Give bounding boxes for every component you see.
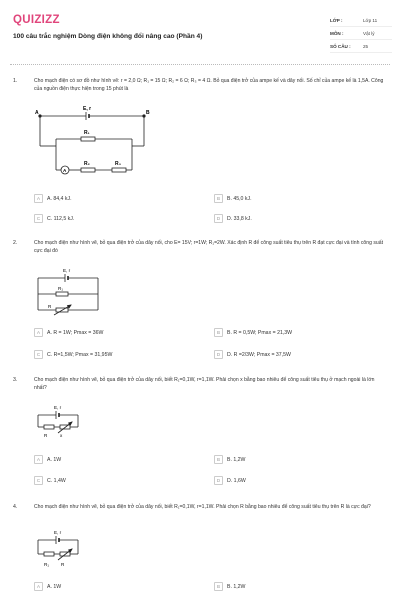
option-text: A. 1W [47, 583, 62, 590]
meta-label: LỚP : [330, 17, 343, 23]
option-letter: B [214, 194, 223, 203]
option-letter: D [214, 350, 223, 359]
question-text: Cho mạch điện như hình vẽ, bỏ qua điện trở của dây nối, cho E= 15V; r=1W; R₁=2W. Xác định R để công suất tiêu thụ trên R đạt cực đại và tính công suất cực đại đó [34, 240, 383, 254]
label-r1: R₁ [44, 562, 49, 567]
option-letter: D [214, 476, 223, 485]
option-letter: B [214, 455, 223, 464]
option-letter: A [34, 582, 43, 591]
option-letter: A [34, 328, 43, 337]
option-letter: C [34, 476, 43, 485]
option-text: B. 45,0 kJ. [227, 195, 252, 202]
option-text: B. 1,2W [227, 456, 246, 463]
option-b[interactable] [214, 194, 252, 203]
circuit-diagram-3 [34, 403, 84, 443]
option-text: C. 1,4W [47, 477, 66, 484]
label-r: R [44, 433, 48, 438]
option-d[interactable] [214, 350, 291, 359]
option-d[interactable] [214, 476, 246, 485]
option-letter: B [214, 582, 223, 591]
label-r1: R₁ [84, 130, 90, 136]
meta-table [330, 14, 392, 53]
option-a[interactable] [34, 582, 61, 591]
option-b[interactable] [214, 328, 292, 337]
meta-row-count [330, 40, 392, 53]
meta-value: 25 [363, 43, 369, 49]
question-number: 1. [13, 78, 18, 84]
option-text: C. 112,5 kJ. [47, 215, 75, 222]
label-source: E, r [54, 530, 62, 535]
label-source: E, r [54, 405, 62, 410]
label-node-a: A [35, 110, 39, 116]
label-source: E, r [63, 268, 71, 273]
option-text: B. 1,2W [227, 583, 246, 590]
label-r1: R₁ [58, 286, 63, 291]
label-x: x [60, 433, 63, 438]
option-d[interactable] [214, 214, 252, 223]
ammeter-icon: A [63, 168, 67, 173]
option-c[interactable] [34, 476, 66, 485]
label-r: R [61, 562, 65, 567]
header-divider [10, 64, 390, 65]
option-text: A. 1W [47, 456, 62, 463]
meta-value: Vật lý [363, 30, 375, 36]
meta-row-class [330, 14, 392, 27]
label-r3: R₃ [115, 161, 121, 167]
question-text: Cho mạch điện như hình vẽ, bỏ qua điện trở của dây nối, biết R₁=0,1W, r=1,1W. Phải chọn R bằng bao nhiêu để công suất tiêu thụ trên R là cực đại? [34, 504, 371, 510]
option-text: D. 33,8 kJ. [227, 215, 252, 222]
meta-row-subject [330, 27, 392, 40]
label-source: E, r [83, 106, 92, 112]
meta-value: Lớp 11 [363, 17, 378, 23]
question-number: 3. [13, 377, 18, 383]
page-title: 100 câu trắc nghiệm Dòng điện không đổi nâng cao (Phần 4) [13, 33, 203, 40]
option-text: A. R = 1W; Pmax = 36W [47, 329, 104, 336]
option-letter: A [34, 455, 43, 464]
option-a[interactable] [34, 455, 61, 464]
label-r2: R₂ [84, 161, 90, 167]
option-text: D. 1,6W [227, 477, 246, 484]
option-letter: C [34, 214, 43, 223]
option-a[interactable] [34, 194, 72, 203]
option-text: C. R=1,5W; Pmax = 31,95W [47, 351, 113, 358]
label-r: R [48, 304, 52, 309]
meta-label: SỐ CÂU : [330, 43, 351, 49]
question-number: 2. [13, 240, 18, 246]
option-letter: B [214, 328, 223, 337]
option-text: B. R = 0,5W; Pmax = 21,3W [227, 329, 293, 336]
circuit-diagram-1 [34, 106, 154, 186]
option-c[interactable] [34, 214, 74, 223]
option-letter: A [34, 194, 43, 203]
question-text: Cho mạch điện có sơ đồ như hình vẽ: r = 2,0 Ω; R₁ = 15 Ω; R₂ = 6 Ω; R₃ = 4 Ω. Bỏ qua điện trở của ampe kế và dây nối. Số chỉ của ampe kế là 1,5A. Công của nguồn điện thực hiện trong 15 phút là [34, 78, 384, 92]
question-number: 4. [13, 504, 18, 510]
meta-label: MÔN : [330, 30, 344, 36]
option-a[interactable] [34, 328, 103, 337]
option-c[interactable] [34, 350, 112, 359]
option-text: A. 84,4 kJ. [47, 195, 72, 202]
circuit-diagram-4 [34, 528, 84, 570]
option-b[interactable] [214, 455, 245, 464]
quizizz-logo: QUIZIZZ [13, 14, 60, 26]
option-b[interactable] [214, 582, 245, 591]
circuit-diagram-2 [34, 266, 104, 316]
label-node-b: B [146, 110, 150, 116]
option-letter: D [214, 214, 223, 223]
option-letter: C [34, 350, 43, 359]
option-text: D. R =2/3W; Pmax = 37,5W [227, 351, 291, 358]
question-text: Cho mạch điện như hình vẽ, bỏ qua điện trở của dây nối, biết R₁=0,1W, r=1,1W. Phải chọn x bằng bao nhiêu để công suất tiêu thụ ở mạch ngoài là lớn nhất? [34, 377, 375, 391]
